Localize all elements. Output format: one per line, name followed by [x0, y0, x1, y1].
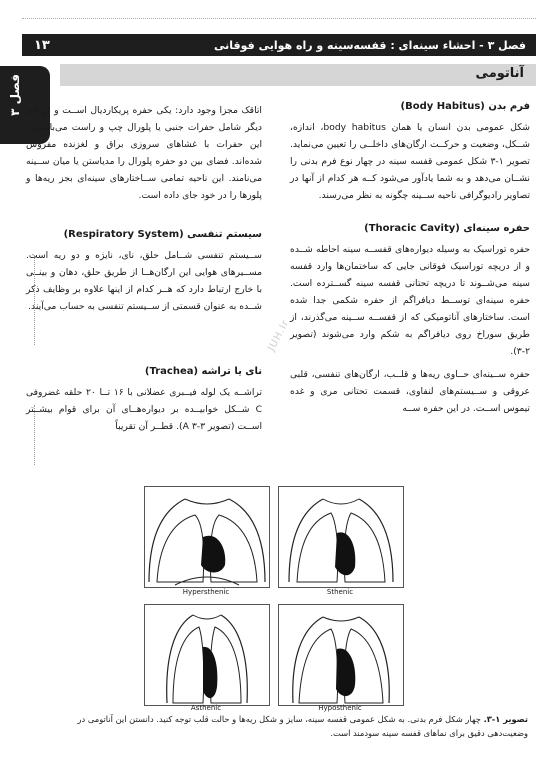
caption-text: چهار شکل فرم بدنی. به شکل عمومی قفسه سینه، سایز و شکل ریه‌ها و حالت قلب توجه کنید. دانستن این آناتومی در وضعیت‌دهی دقیق برای نماهای قفسه سینه سودمند است.	[77, 714, 528, 738]
side-tab-label: فصل ۳	[8, 74, 22, 116]
body-habitus-text: شکل عمومی بدن انسان یا همان body habitus، اندازه، شــکل، وضعیت و حرکــت ارگان‌های داخلــی را تعیین می‌نماید. تصویر ۱-۳ شکل عمومی قفسه سینه در چهار نوع فرم بدنی را نشــان می‌دهد و به شما یادآور می‌شود کــه هر کدام از آنها در تصاویر رادیوگرافی ناحیه ســینه چگونه به نظر می‌رسند.	[290, 122, 530, 201]
sthenic-chest-drawing	[279, 487, 403, 587]
label-sthenic: Sthenic	[326, 588, 354, 596]
respiratory-text: ســیستم تنفسی شــامل حلق، نای، نایژه و دو ریه است. مســیرهای هوایی این ارگان‌هــا از طریق حلق، دهان و بینــی با خارج ارتباط دارد که هــر کدام از اینها علاوه بر وظایف ذکر شــده به عنوان قسمتی از ســیستم تنفسی به حساب می‌آیند.	[26, 250, 262, 312]
caption-label: تصویر ۱-۳.	[483, 714, 528, 724]
chapter-title: فصل ۳ - احشاء سینه‌ای : قفسه‌سینه و راه هوایی فوقانی	[214, 38, 526, 52]
label-asthenic: Asthenic	[190, 704, 222, 712]
trachea-heading: نای یا تراشه (Trachea)	[144, 366, 262, 377]
chapter-header	[22, 34, 536, 56]
left-dotted-bracket-1	[34, 255, 35, 345]
section-banner	[60, 64, 536, 86]
hypersthenic-chest-drawing	[145, 487, 269, 587]
figure-panel-hyposthenic	[278, 604, 404, 706]
watermark: JUH.Ir	[266, 317, 292, 354]
right-column	[290, 98, 530, 417]
figure-panel-sthenic	[278, 486, 404, 588]
left-column	[26, 102, 262, 435]
body-habitus-heading: فرم بدن (Body Habitus)	[400, 101, 530, 112]
header-top-dots	[22, 18, 536, 29]
respiratory-heading: سیستم تنفسی (Respiratory System)	[63, 229, 262, 240]
trachea-text: تراشــه یک لوله فیــبری عضلانی با ۱۶ تــا ۲۰ حلقه غضروفی C شــکل خوابیــده بر دیواره‌هــای آن برای قوام بیشــتر اســت (تصویر A ۳-۳). قطــر آن تقریباً	[26, 387, 262, 432]
figure-caption	[40, 712, 528, 740]
hyposthenic-chest-drawing	[279, 605, 403, 705]
section-title: آناتومی	[475, 66, 524, 81]
label-hyposthenic: Hyposthenic	[318, 704, 362, 712]
figure-panel-asthenic	[144, 604, 270, 706]
figure-panel-hypersthenic	[144, 486, 270, 588]
thoracic-text-2: حفره ســینه‌ای حــاوی ریه‌ها و قلــب، ارگان‌های تنفسی، قلبی عروقی و ســیستم‌های لنفاوی، قسمت تحتانی مری و غده تیموس اســت. در این حفره ســه	[290, 369, 530, 414]
page-number: ۱۳	[34, 37, 50, 53]
thoracic-heading: حفره سینه‌ای (Thoracic Cavity)	[364, 223, 530, 234]
asthenic-chest-drawing	[145, 605, 269, 705]
intro-text: اتاقک مجزا وجود دارد: یکی حفره پریکاردیال اســت و دو تای دیگر شامل حفرات جنبی یا پلورال چپ و راست می‌باشــند. این حفرات با غشاهای سروزی براق و لغزنده مفروش شده‌اند. فضای بین دو حفره پلورال را مدیاستن یا میان ســینه می‌نامند. این ناحیه تمامی ســاختارهای سینه‌ای بجز ریه‌ها و پلورها را در خود جای داده است.	[26, 105, 262, 201]
thoracic-text-1: حفره توراسیک به وسیله دیواره‌های قفســه سینه احاطه شــده و از دریچه توراسیک فوقانی جایی که ساختمان‌ها وارد قفسه سینه می‌شــوند تا دریچه تحتانی قفسه سینه گســترده است. حفره سینه‌ای توســط دیافراگم از حفره شکمی جدا شده است. ساختارهای آناتومیکی که از قفســه ســینه می‌گذرند، از طریق سوراخ روی دیافراگم به شکم وارد می‌شوند (تصویر ۲-۳).	[290, 244, 530, 357]
label-hypersthenic: Hypersthenic	[182, 588, 230, 596]
left-dotted-bracket-2	[34, 405, 35, 465]
